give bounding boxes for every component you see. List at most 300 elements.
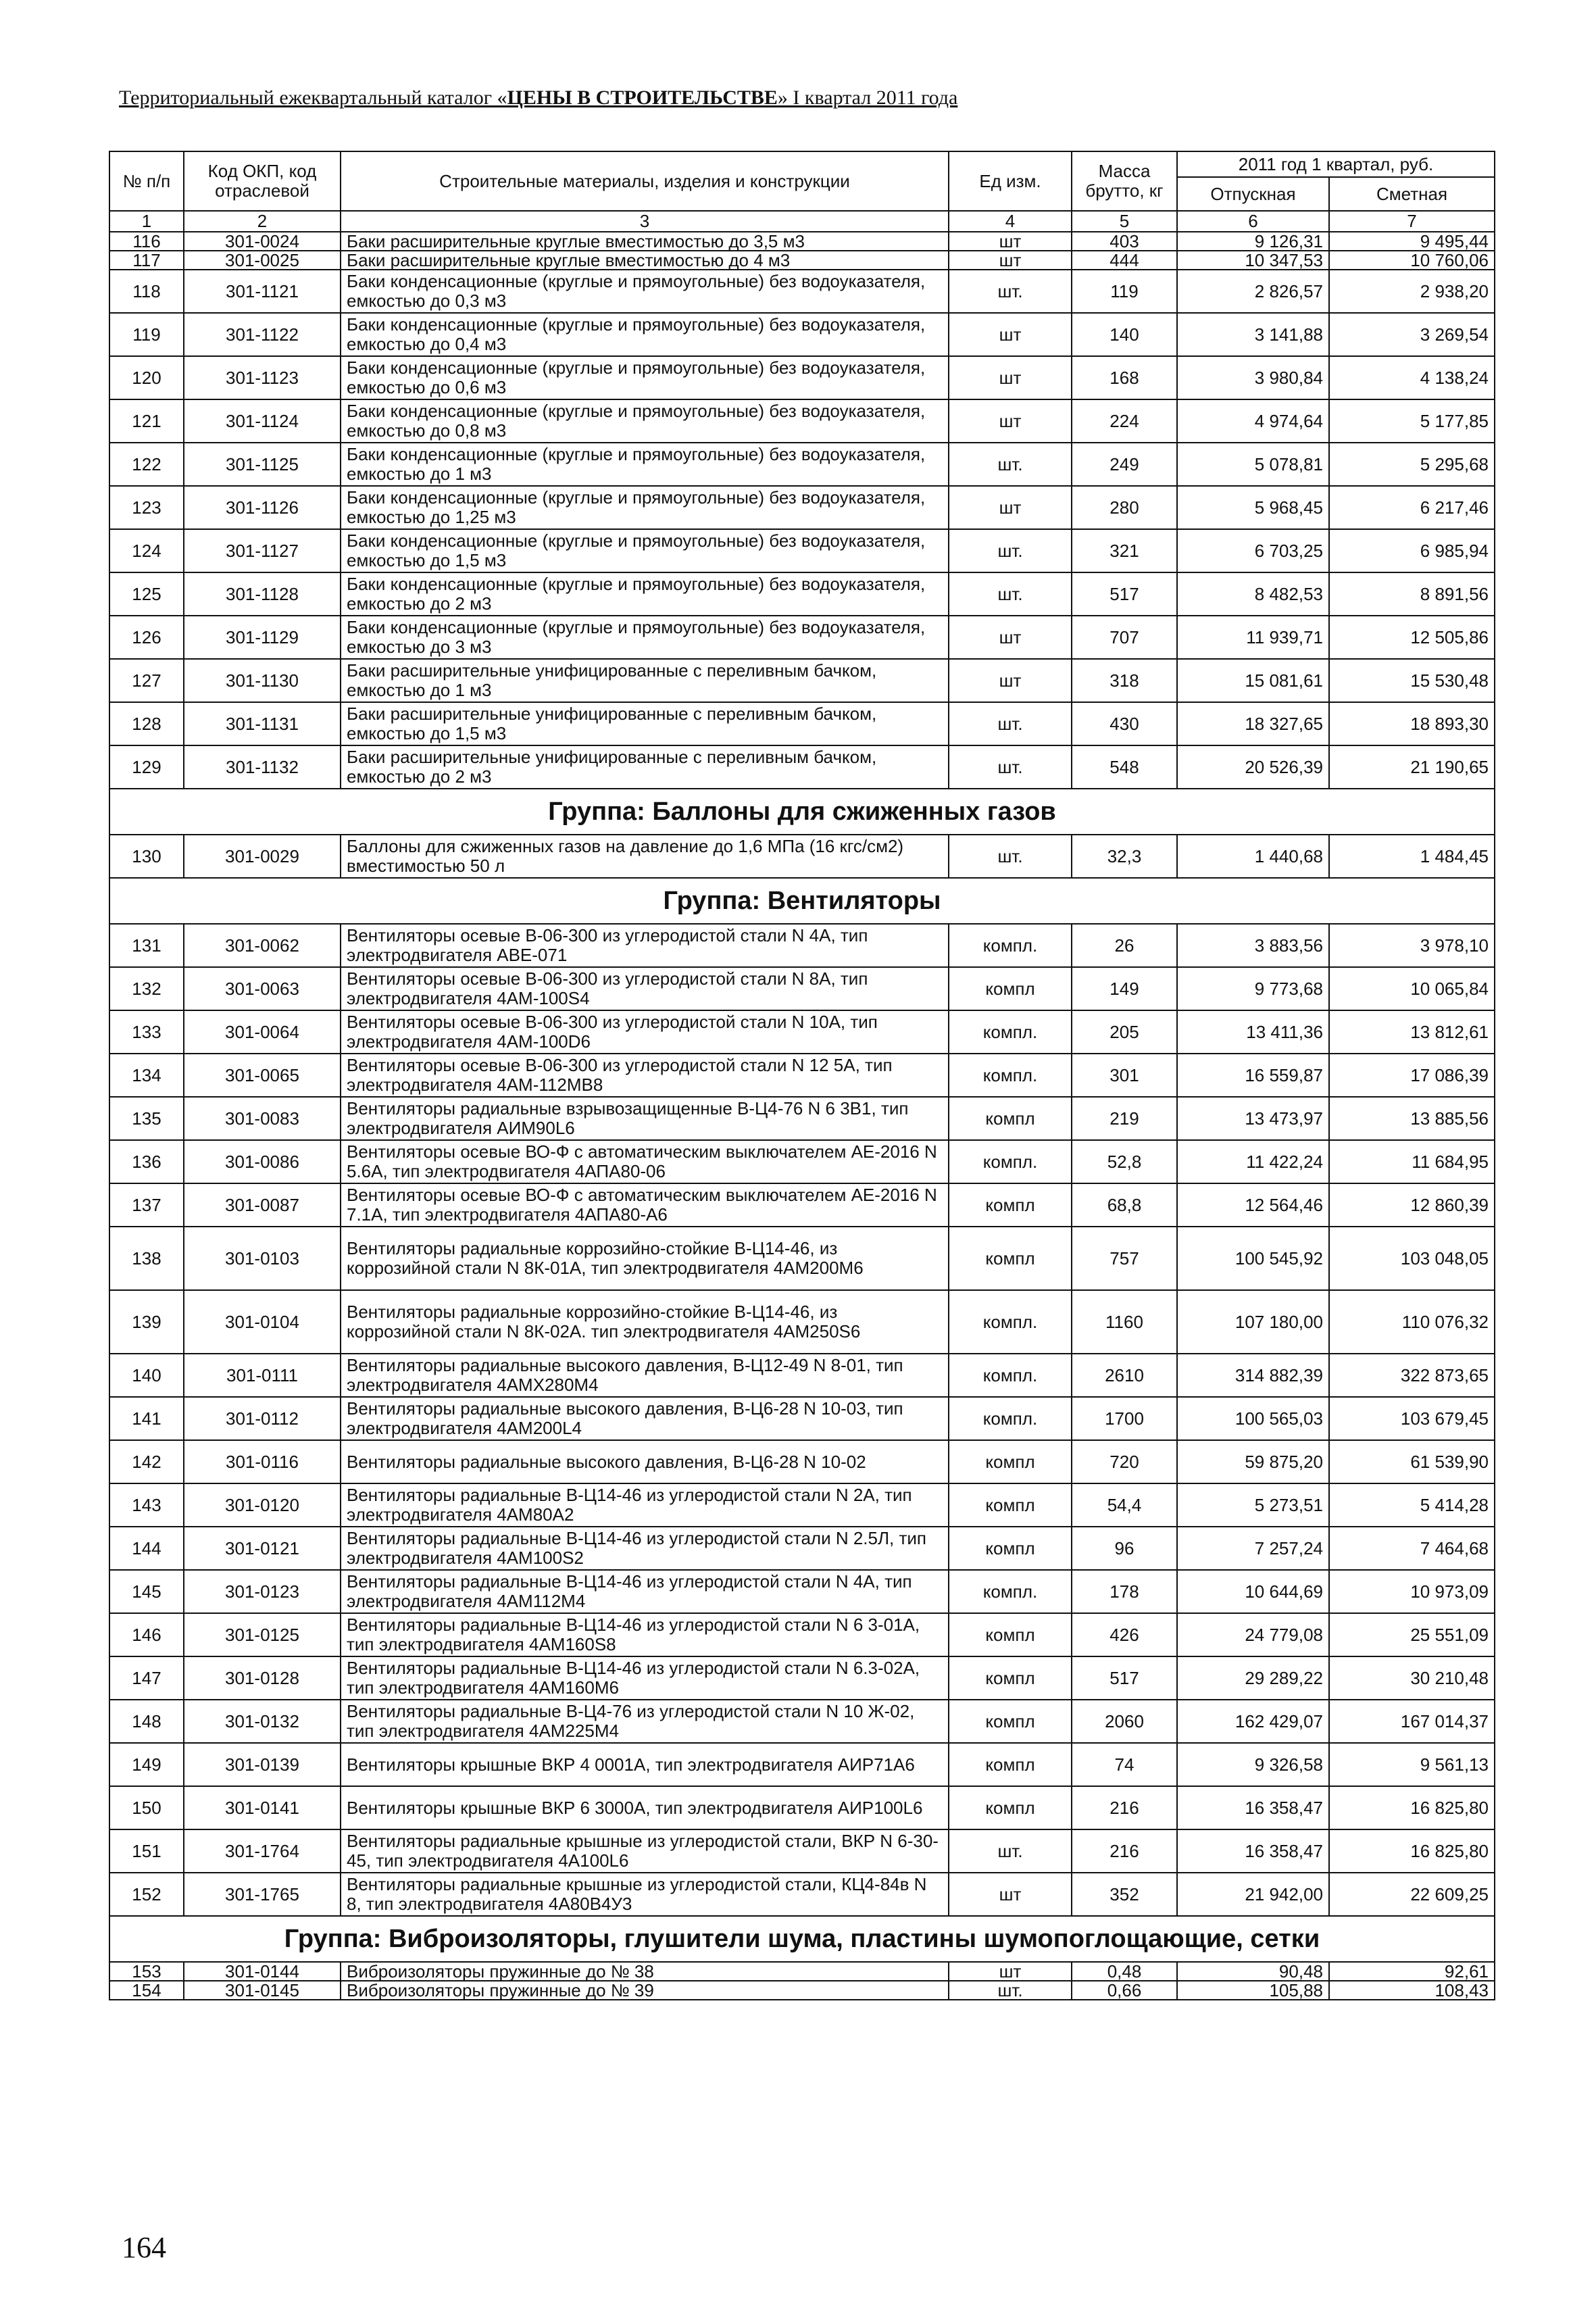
- row-name: Вентиляторы радиальные В-Ц4-76 из углеродистой стали N 10 Ж-02, тип электродвигателя 4АМ225М4: [341, 1700, 949, 1743]
- row-mass: 52,8: [1072, 1140, 1177, 1183]
- row-unit: компл: [949, 1700, 1072, 1743]
- row-estimate-price: 10 973,09: [1329, 1570, 1495, 1613]
- row-mass: 0,66: [1072, 1981, 1177, 2000]
- row-unit: шт.: [949, 835, 1072, 878]
- table-row: [109, 1743, 1495, 1786]
- row-release-price: 13 411,36: [1177, 1010, 1329, 1054]
- row-estimate-price: 12 860,39: [1329, 1183, 1495, 1227]
- row-name: Вентиляторы радиальные крышные из углеродистой стали, ВКР N 6-30-45, тип электродвигателя 4А100L6: [341, 1829, 949, 1873]
- row-estimate-price: 13 885,56: [1329, 1097, 1495, 1140]
- group-header-row: [109, 789, 1495, 835]
- row-name: Баки конденсационные (круглые и прямоугольные) без водоуказателя, емкостью до 1,25 м3: [341, 486, 949, 529]
- row-estimate-price: 6 217,46: [1329, 486, 1495, 529]
- price-table-body: [109, 232, 1495, 2000]
- row-release-price: 9 126,31: [1177, 232, 1329, 251]
- row-estimate-price: 322 873,65: [1329, 1354, 1495, 1397]
- table-row: [109, 1483, 1495, 1527]
- row-code: 301-0121: [184, 1527, 341, 1570]
- col-header-mass: Масса брутто, кг: [1072, 151, 1177, 211]
- row-name: Вентиляторы радиальные В-Ц14-46 из углеродистой стали N 6.3-02А, тип электродвигателя 4АМ160М6: [341, 1656, 949, 1700]
- row-number: 128: [109, 702, 184, 745]
- row-unit: шт.: [949, 270, 1072, 313]
- table-row: [109, 529, 1495, 572]
- row-release-price: 12 564,46: [1177, 1183, 1329, 1227]
- row-name: Баки расширительные унифицированные с переливным бачком, емкостью до 1,5 м3: [341, 702, 949, 745]
- table-row: [109, 1010, 1495, 1054]
- row-unit: компл.: [949, 1010, 1072, 1054]
- row-unit: компл: [949, 1786, 1072, 1829]
- row-number: 125: [109, 572, 184, 616]
- row-code: 301-0103: [184, 1227, 341, 1290]
- row-release-price: 5 078,81: [1177, 443, 1329, 486]
- row-mass: 224: [1072, 399, 1177, 443]
- col-header-num: № п/п: [109, 151, 184, 211]
- row-name: Баки расширительные унифицированные с переливным бачком, емкостью до 1 м3: [341, 659, 949, 702]
- row-estimate-price: 15 530,48: [1329, 659, 1495, 702]
- table-row: [109, 659, 1495, 702]
- row-number: 141: [109, 1397, 184, 1440]
- row-unit: шт.: [949, 745, 1072, 789]
- row-estimate-price: 110 076,32: [1329, 1290, 1495, 1354]
- row-release-price: 105,88: [1177, 1981, 1329, 2000]
- table-row: [109, 1527, 1495, 1570]
- row-number: 152: [109, 1873, 184, 1916]
- row-code: 301-1122: [184, 313, 341, 356]
- row-mass: 68,8: [1072, 1183, 1177, 1227]
- row-number: 123: [109, 486, 184, 529]
- table-row: [109, 1700, 1495, 1743]
- row-code: 301-0029: [184, 835, 341, 878]
- row-name: Виброизоляторы пружинные до № 39: [341, 1981, 949, 2000]
- row-mass: 426: [1072, 1613, 1177, 1656]
- row-number: 132: [109, 967, 184, 1010]
- row-unit: шт.: [949, 443, 1072, 486]
- row-release-price: 162 429,07: [1177, 1700, 1329, 1743]
- row-code: 301-0145: [184, 1981, 341, 2000]
- row-number: 129: [109, 745, 184, 789]
- header-prefix: Территориальный ежеквартальный каталог «: [119, 87, 507, 109]
- row-code: 301-0024: [184, 232, 341, 251]
- table-row: [109, 1981, 1495, 2000]
- row-estimate-price: 9 495,44: [1329, 232, 1495, 251]
- row-code: 301-1126: [184, 486, 341, 529]
- row-number: 126: [109, 616, 184, 659]
- row-unit: компл: [949, 1227, 1072, 1290]
- col-header-estimate: Сметная: [1329, 177, 1495, 211]
- row-estimate-price: 13 812,61: [1329, 1010, 1495, 1054]
- column-number: 1: [109, 211, 184, 232]
- row-estimate-price: 10 760,06: [1329, 251, 1495, 270]
- row-code: 301-0083: [184, 1097, 341, 1140]
- row-mass: 430: [1072, 702, 1177, 745]
- row-unit: шт: [949, 1962, 1072, 1981]
- page-header: [119, 87, 1470, 109]
- row-unit: шт.: [949, 572, 1072, 616]
- row-code: 301-1121: [184, 270, 341, 313]
- row-unit: компл: [949, 1527, 1072, 1570]
- row-release-price: 1 440,68: [1177, 835, 1329, 878]
- group-header-row: [109, 1916, 1495, 1962]
- row-number: 149: [109, 1743, 184, 1786]
- table-row: [109, 313, 1495, 356]
- row-unit: шт: [949, 313, 1072, 356]
- row-estimate-price: 5 414,28: [1329, 1483, 1495, 1527]
- row-unit: компл: [949, 967, 1072, 1010]
- row-name: Баки конденсационные (круглые и прямоугольные) без водоуказателя, емкостью до 2 м3: [341, 572, 949, 616]
- row-code: 301-0132: [184, 1700, 341, 1743]
- table-row: [109, 616, 1495, 659]
- table-row: [109, 745, 1495, 789]
- price-table: [109, 151, 1495, 2000]
- table-row: [109, 1786, 1495, 1829]
- row-name: Вентиляторы крышные ВКР 6 3000А, тип электродвигателя АИР100L6: [341, 1786, 949, 1829]
- row-number: 151: [109, 1829, 184, 1873]
- row-number: 144: [109, 1527, 184, 1570]
- row-number: 135: [109, 1097, 184, 1140]
- row-unit: шт: [949, 486, 1072, 529]
- row-code: 301-0123: [184, 1570, 341, 1613]
- row-name: Вентиляторы радиальные крышные из углеродистой стали, КЦ4-84в N 8, тип электродвигателя 4А80В4У3: [341, 1873, 949, 1916]
- row-mass: 444: [1072, 251, 1177, 270]
- row-number: 133: [109, 1010, 184, 1054]
- row-estimate-price: 17 086,39: [1329, 1054, 1495, 1097]
- row-estimate-price: 103 048,05: [1329, 1227, 1495, 1290]
- row-number: 122: [109, 443, 184, 486]
- row-unit: шт: [949, 399, 1072, 443]
- row-name: Вентиляторы радиальные В-Ц14-46 из углеродистой стали N 4А, тип электродвигателя 4АМ112М4: [341, 1570, 949, 1613]
- row-unit: шт: [949, 356, 1072, 399]
- row-code: 301-0141: [184, 1786, 341, 1829]
- row-number: 134: [109, 1054, 184, 1097]
- table-row: [109, 1656, 1495, 1700]
- table-row: [109, 1570, 1495, 1613]
- row-name: Вентиляторы радиальные взрывозащищенные В-Ц4-76 N 6 3В1, тип электродвигателя АИМ90L6: [341, 1097, 949, 1140]
- row-estimate-price: 2 938,20: [1329, 270, 1495, 313]
- row-number: 118: [109, 270, 184, 313]
- row-estimate-price: 18 893,30: [1329, 702, 1495, 745]
- row-name: Баки конденсационные (круглые и прямоугольные) без водоуказателя, емкостью до 0,3 м3: [341, 270, 949, 313]
- row-release-price: 5 968,45: [1177, 486, 1329, 529]
- row-mass: 517: [1072, 572, 1177, 616]
- row-number: 119: [109, 313, 184, 356]
- row-name: Вентиляторы осевые В-06-300 из углеродистой стали N 4А, тип электродвигателя АВЕ-071: [341, 924, 949, 967]
- row-estimate-price: 167 014,37: [1329, 1700, 1495, 1743]
- row-mass: 119: [1072, 270, 1177, 313]
- row-unit: компл.: [949, 1140, 1072, 1183]
- row-name: Вентиляторы осевые В-06-300 из углеродистой стали N 10А, тип электродвигателя 4АМ-100D6: [341, 1010, 949, 1054]
- table-row: [109, 1227, 1495, 1290]
- row-name: Виброизоляторы пружинные до № 38: [341, 1962, 949, 1981]
- table-row: [109, 1054, 1495, 1097]
- row-release-price: 11 939,71: [1177, 616, 1329, 659]
- row-mass: 1700: [1072, 1397, 1177, 1440]
- row-unit: шт: [949, 659, 1072, 702]
- row-code: 301-0025: [184, 251, 341, 270]
- row-mass: 720: [1072, 1440, 1177, 1483]
- table-row: [109, 967, 1495, 1010]
- row-code: 301-0064: [184, 1010, 341, 1054]
- row-mass: 403: [1072, 232, 1177, 251]
- column-number: 2: [184, 211, 341, 232]
- row-name: Баки расширительные круглые вместимостью до 3,5 м3: [341, 232, 949, 251]
- row-number: 116: [109, 232, 184, 251]
- row-code: 301-0065: [184, 1054, 341, 1097]
- column-number: 4: [949, 211, 1072, 232]
- row-release-price: 18 327,65: [1177, 702, 1329, 745]
- row-unit: компл.: [949, 1290, 1072, 1354]
- row-release-price: 100 565,03: [1177, 1397, 1329, 1440]
- price-table-wrap: [109, 151, 1494, 2000]
- row-estimate-price: 108,43: [1329, 1981, 1495, 2000]
- row-number: 148: [109, 1700, 184, 1743]
- row-number: 145: [109, 1570, 184, 1613]
- row-code: 301-0062: [184, 924, 341, 967]
- row-estimate-price: 22 609,25: [1329, 1873, 1495, 1916]
- row-estimate-price: 12 505,86: [1329, 616, 1495, 659]
- row-name: Вентиляторы радиальные высокого давления, В-Ц6-28 N 10-03, тип электродвигателя 4АМ200L4: [341, 1397, 949, 1440]
- row-name: Баки конденсационные (круглые и прямоугольные) без водоуказателя, емкостью до 0,4 м3: [341, 313, 949, 356]
- table-row: [109, 1613, 1495, 1656]
- row-number: 137: [109, 1183, 184, 1227]
- table-row: [109, 1397, 1495, 1440]
- row-code: 301-1125: [184, 443, 341, 486]
- row-name: Вентиляторы осевые В-06-300 из углеродистой стали N 8А, тип электродвигателя 4АМ-100S4: [341, 967, 949, 1010]
- row-mass: 517: [1072, 1656, 1177, 1700]
- row-name: Вентиляторы крышные ВКР 4 0001А, тип электродвигателя АИР71А6: [341, 1743, 949, 1786]
- row-mass: 707: [1072, 616, 1177, 659]
- row-release-price: 4 974,64: [1177, 399, 1329, 443]
- col-header-name: Строительные материалы, изделия и конструкции: [341, 151, 949, 211]
- row-code: 301-0063: [184, 967, 341, 1010]
- row-estimate-price: 103 679,45: [1329, 1397, 1495, 1440]
- row-unit: компл.: [949, 1354, 1072, 1397]
- table-row: [109, 572, 1495, 616]
- row-number: 146: [109, 1613, 184, 1656]
- row-number: 127: [109, 659, 184, 702]
- column-number: 5: [1072, 211, 1177, 232]
- row-release-price: 10 347,53: [1177, 251, 1329, 270]
- row-mass: 178: [1072, 1570, 1177, 1613]
- row-mass: 280: [1072, 486, 1177, 529]
- row-estimate-price: 6 985,94: [1329, 529, 1495, 572]
- row-release-price: 16 358,47: [1177, 1829, 1329, 1873]
- row-name: Вентиляторы радиальные В-Ц14-46 из углеродистой стали N 2А, тип электродвигателя 4АМ80А2: [341, 1483, 949, 1527]
- row-number: 150: [109, 1786, 184, 1829]
- row-release-price: 15 081,61: [1177, 659, 1329, 702]
- table-row: [109, 1354, 1495, 1397]
- row-unit: компл: [949, 1656, 1072, 1700]
- row-name: Баллоны для сжиженных газов на давление до 1,6 МПа (16 кгс/см2) вместимостью 50 л: [341, 835, 949, 878]
- row-mass: 140: [1072, 313, 1177, 356]
- row-mass: 757: [1072, 1227, 1177, 1290]
- column-number: 7: [1329, 211, 1495, 232]
- row-estimate-price: 61 539,90: [1329, 1440, 1495, 1483]
- row-mass: 216: [1072, 1786, 1177, 1829]
- table-row: [109, 251, 1495, 270]
- row-release-price: 3 141,88: [1177, 313, 1329, 356]
- group-title: Группа: Вентиляторы: [109, 878, 1495, 924]
- row-estimate-price: 3 269,54: [1329, 313, 1495, 356]
- row-mass: 301: [1072, 1054, 1177, 1097]
- row-number: 120: [109, 356, 184, 399]
- row-release-price: 3 883,56: [1177, 924, 1329, 967]
- row-code: 301-0139: [184, 1743, 341, 1786]
- row-release-price: 9 773,68: [1177, 967, 1329, 1010]
- row-code: 301-0111: [184, 1354, 341, 1397]
- row-name: Вентиляторы радиальные коррозийно-стойкие В-Ц14-46, из коррозийной стали N 8К-02А. тип электродвигателя 4АМ250S6: [341, 1290, 949, 1354]
- row-code: 301-1127: [184, 529, 341, 572]
- row-release-price: 7 257,24: [1177, 1527, 1329, 1570]
- row-mass: 321: [1072, 529, 1177, 572]
- row-code: 301-1131: [184, 702, 341, 745]
- row-unit: компл.: [949, 1397, 1072, 1440]
- row-number: 124: [109, 529, 184, 572]
- row-code: 301-0086: [184, 1140, 341, 1183]
- row-unit: шт: [949, 232, 1072, 251]
- table-row: [109, 1829, 1495, 1873]
- row-mass: 149: [1072, 967, 1177, 1010]
- row-mass: 2060: [1072, 1700, 1177, 1743]
- row-code: 301-0120: [184, 1483, 341, 1527]
- column-number: 3: [341, 211, 949, 232]
- table-row: [109, 1290, 1495, 1354]
- row-number: 153: [109, 1962, 184, 1981]
- row-estimate-price: 25 551,09: [1329, 1613, 1495, 1656]
- row-estimate-price: 30 210,48: [1329, 1656, 1495, 1700]
- row-name: Вентиляторы радиальные высокого давления, В-Ц6-28 N 10-02: [341, 1440, 949, 1483]
- row-code: 301-1123: [184, 356, 341, 399]
- row-unit: компл: [949, 1097, 1072, 1140]
- row-release-price: 100 545,92: [1177, 1227, 1329, 1290]
- table-row: [109, 356, 1495, 399]
- row-unit: шт: [949, 251, 1072, 270]
- page-number: 164: [122, 2231, 166, 2264]
- row-release-price: 11 422,24: [1177, 1140, 1329, 1183]
- row-estimate-price: 5 177,85: [1329, 399, 1495, 443]
- row-release-price: 314 882,39: [1177, 1354, 1329, 1397]
- row-code: 301-0125: [184, 1613, 341, 1656]
- row-release-price: 16 559,87: [1177, 1054, 1329, 1097]
- table-row: [109, 1440, 1495, 1483]
- row-unit: шт: [949, 616, 1072, 659]
- col-header-code: Код ОКП, код отраслевой: [184, 151, 341, 211]
- row-unit: компл: [949, 1483, 1072, 1527]
- row-code: 301-1128: [184, 572, 341, 616]
- row-name: Баки конденсационные (круглые и прямоугольные) без водоуказателя, емкостью до 1 м3: [341, 443, 949, 486]
- table-row: [109, 486, 1495, 529]
- row-mass: 318: [1072, 659, 1177, 702]
- row-name: Вентиляторы радиальные В-Ц14-46 из углеродистой стали N 6 3-01А, тип электродвигателя 4АМ160S8: [341, 1613, 949, 1656]
- row-estimate-price: 21 190,65: [1329, 745, 1495, 789]
- table-row: [109, 702, 1495, 745]
- table-row: [109, 399, 1495, 443]
- row-number: 138: [109, 1227, 184, 1290]
- row-code: 301-1765: [184, 1873, 341, 1916]
- row-name: Баки конденсационные (круглые и прямоугольные) без водоуказателя, емкостью до 0,8 м3: [341, 399, 949, 443]
- row-mass: 1160: [1072, 1290, 1177, 1354]
- row-release-price: 20 526,39: [1177, 745, 1329, 789]
- row-code: 301-1129: [184, 616, 341, 659]
- row-mass: 26: [1072, 924, 1177, 967]
- row-number: 147: [109, 1656, 184, 1700]
- row-code: 301-1124: [184, 399, 341, 443]
- row-unit: компл: [949, 1743, 1072, 1786]
- row-unit: шт.: [949, 702, 1072, 745]
- row-estimate-price: 16 825,80: [1329, 1829, 1495, 1873]
- row-estimate-price: 4 138,24: [1329, 356, 1495, 399]
- group-header-row: [109, 878, 1495, 924]
- row-name: Вентиляторы радиальные высокого давления, В-Ц12-49 N 8-01, тип электродвигателя 4АМХ280М4: [341, 1354, 949, 1397]
- row-code: 301-1764: [184, 1829, 341, 1873]
- row-number: 139: [109, 1290, 184, 1354]
- row-unit: шт.: [949, 1829, 1072, 1873]
- row-name: Вентиляторы осевые ВО-Ф с автоматическим выключателем АЕ-2016 N 5.6А, тип электродвигателя 4АПА80-06: [341, 1140, 949, 1183]
- row-name: Вентиляторы осевые ВО-Ф с автоматическим выключателем АЕ-2016 N 7.1А, тип электродвигателя 4АПА80-А6: [341, 1183, 949, 1227]
- row-unit: компл: [949, 1183, 1072, 1227]
- row-unit: компл: [949, 1613, 1072, 1656]
- row-mass: 74: [1072, 1743, 1177, 1786]
- row-unit: шт: [949, 1873, 1072, 1916]
- row-mass: 32,3: [1072, 835, 1177, 878]
- group-title: Группа: Виброизоляторы, глушители шума, пластины шумопоглощающие, сетки: [109, 1916, 1495, 1962]
- row-code: 301-0112: [184, 1397, 341, 1440]
- table-row: [109, 270, 1495, 313]
- row-release-price: 6 703,25: [1177, 529, 1329, 572]
- row-unit: шт.: [949, 529, 1072, 572]
- row-mass: 216: [1072, 1829, 1177, 1873]
- row-number: 143: [109, 1483, 184, 1527]
- row-estimate-price: 5 295,68: [1329, 443, 1495, 486]
- row-release-price: 8 482,53: [1177, 572, 1329, 616]
- row-code: 301-0128: [184, 1656, 341, 1700]
- row-number: 154: [109, 1981, 184, 2000]
- group-title: Группа: Баллоны для сжиженных газов: [109, 789, 1495, 835]
- column-number: 6: [1177, 211, 1329, 232]
- row-estimate-price: 1 484,45: [1329, 835, 1495, 878]
- table-row: [109, 924, 1495, 967]
- row-release-price: 29 289,22: [1177, 1656, 1329, 1700]
- table-row: [109, 443, 1495, 486]
- row-number: 131: [109, 924, 184, 967]
- table-row: [109, 1097, 1495, 1140]
- row-code: 301-1130: [184, 659, 341, 702]
- row-mass: 352: [1072, 1873, 1177, 1916]
- row-mass: 2610: [1072, 1354, 1177, 1397]
- row-name: Баки расширительные унифицированные с переливным бачком, емкостью до 2 м3: [341, 745, 949, 789]
- row-name: Вентиляторы радиальные коррозийно-стойкие В-Ц14-46, из коррозийной стали N 8К-01А, тип электродвигателя 4АМ200М6: [341, 1227, 949, 1290]
- table-row: [109, 1183, 1495, 1227]
- row-estimate-price: 3 978,10: [1329, 924, 1495, 967]
- col-header-period: 2011 год 1 квартал, руб.: [1177, 151, 1495, 177]
- row-estimate-price: 16 825,80: [1329, 1786, 1495, 1829]
- header-suffix: » I квартал 2011 года: [777, 87, 958, 109]
- row-number: 117: [109, 251, 184, 270]
- row-release-price: 90,48: [1177, 1962, 1329, 1981]
- row-release-price: 13 473,97: [1177, 1097, 1329, 1140]
- row-release-price: 10 644,69: [1177, 1570, 1329, 1613]
- row-unit: компл.: [949, 1570, 1072, 1613]
- row-mass: 0,48: [1072, 1962, 1177, 1981]
- row-mass: 96: [1072, 1527, 1177, 1570]
- row-release-price: 107 180,00: [1177, 1290, 1329, 1354]
- row-unit: шт.: [949, 1981, 1072, 2000]
- row-mass: 205: [1072, 1010, 1177, 1054]
- row-name: Баки расширительные круглые вместимостью до 4 м3: [341, 251, 949, 270]
- row-number: 136: [109, 1140, 184, 1183]
- row-number: 130: [109, 835, 184, 878]
- col-header-release: Отпускная: [1177, 177, 1329, 211]
- row-name: Баки конденсационные (круглые и прямоугольные) без водоуказателя, емкостью до 1,5 м3: [341, 529, 949, 572]
